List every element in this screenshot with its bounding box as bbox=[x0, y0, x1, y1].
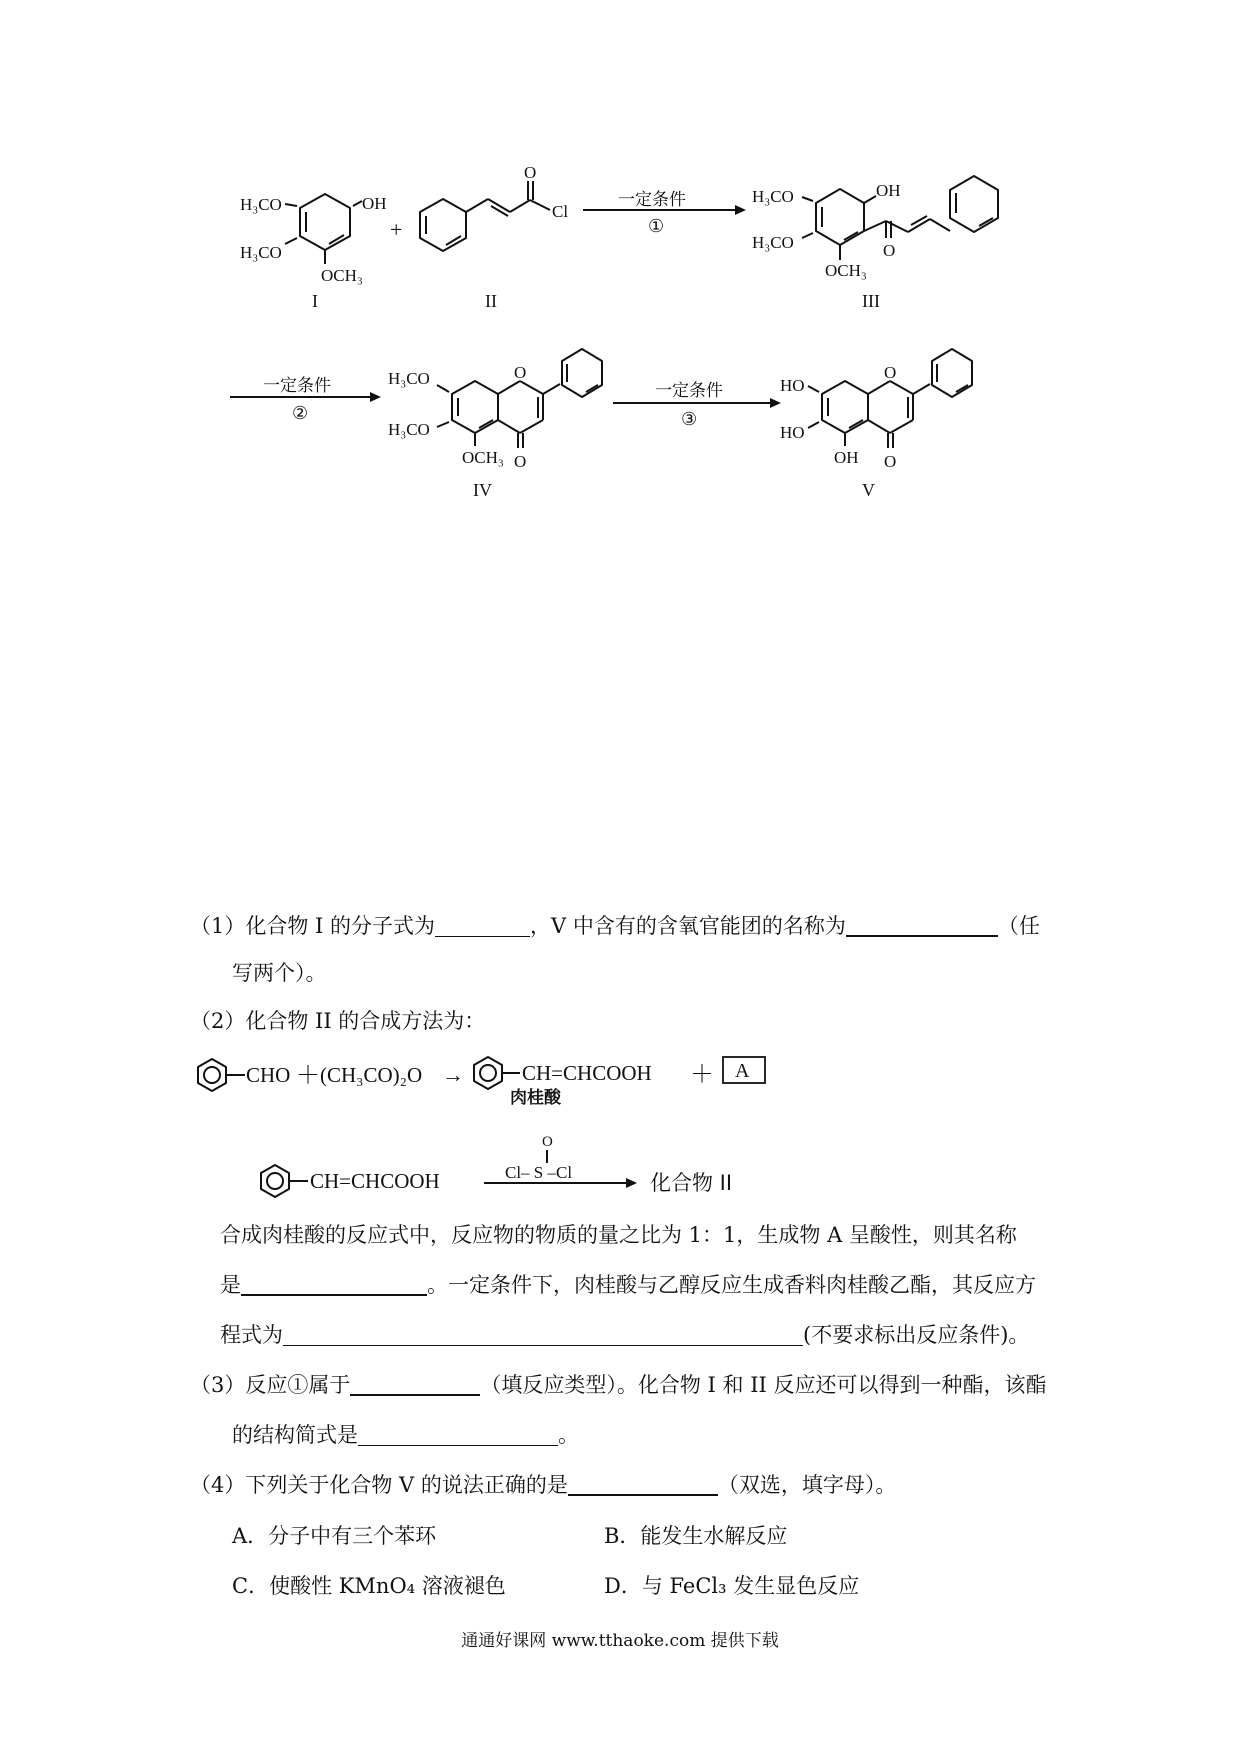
question-3-line-1: （3）反应①属于 （填反应类型）。化合物 I 和 II 反应还可以得到一种酯，该酯 bbox=[190, 1373, 1047, 1397]
arrow-2-number: ② bbox=[292, 403, 309, 423]
answer-blank-equation[interactable] bbox=[283, 1323, 803, 1346]
h3co-label: H₃CO bbox=[240, 195, 282, 214]
h3co-label: H₃CO bbox=[388, 369, 430, 388]
thionyl-o-label: O bbox=[542, 1134, 553, 1150]
o-label: O bbox=[884, 363, 897, 382]
label-III: III bbox=[862, 291, 880, 311]
arrow-symbol: → bbox=[442, 1062, 464, 1087]
o-label: O bbox=[514, 363, 527, 382]
arrow-2 bbox=[230, 376, 381, 423]
equation-cinnamic-acid bbox=[198, 1057, 765, 1108]
arrow-1-number: ① bbox=[648, 216, 665, 236]
plus-sign: ＋ bbox=[296, 1063, 320, 1089]
option-b[interactable]: B．能发生水解反应 bbox=[604, 1524, 788, 1548]
product-A-label: A bbox=[735, 1060, 750, 1082]
cl-label: Cl bbox=[552, 202, 569, 221]
answer-blank-groups[interactable] bbox=[846, 913, 998, 937]
o-label: O bbox=[524, 163, 537, 182]
o-label: O bbox=[514, 452, 527, 471]
question-2-text-1: 合成肉桂酸的反应式中，反应物的物质的量之比为 1：1，生成物 A 呈酸性，则其名称 bbox=[220, 1223, 1017, 1247]
arrow-3-condition: 一定条件 bbox=[655, 381, 723, 401]
option-a[interactable]: A．分子中有三个苯环 bbox=[232, 1524, 437, 1548]
compound-IV bbox=[388, 349, 602, 500]
question-3-line-2: 的结构简式是 。 bbox=[232, 1423, 579, 1447]
answer-blank-formula[interactable] bbox=[435, 914, 530, 937]
o-label: O bbox=[883, 241, 896, 260]
question-2-intro: （2）化合物 II 的合成方法为： bbox=[190, 1009, 486, 1033]
plus-sign: + bbox=[390, 217, 403, 242]
oh-label: OH bbox=[834, 448, 859, 467]
answer-blank-A-name[interactable] bbox=[241, 1272, 427, 1296]
equation-compound-II bbox=[261, 1134, 732, 1197]
label-II: II bbox=[485, 291, 497, 311]
cinnamic-acid-name: 肉桂酸 bbox=[510, 1088, 561, 1108]
arrow-1 bbox=[583, 190, 746, 236]
cho-label: CHO bbox=[246, 1063, 291, 1087]
thionyl-chloride-label: Cl– S –Cl bbox=[505, 1163, 573, 1182]
compound-III bbox=[752, 176, 998, 311]
option-d[interactable]: D．与 FeCl₃ 发生显色反应 bbox=[604, 1574, 860, 1598]
och3-label: OCH₃ bbox=[462, 448, 504, 467]
question-1-line-1: （1）化合物 I 的分子式为 ，V 中含有的含氧官能团的名称为 （任 bbox=[190, 914, 1040, 938]
cinnamic-acid-formula: CH=CHCOOH bbox=[310, 1169, 440, 1193]
compound-I bbox=[240, 194, 387, 311]
arrow-3-number: ③ bbox=[681, 409, 698, 429]
och3-label: OCH₃ bbox=[825, 261, 867, 280]
label-I: I bbox=[312, 291, 318, 311]
anhydride-label: (CH₃CO)₂O bbox=[320, 1063, 423, 1087]
question-4-stem: （4）下列关于化合物 V 的说法正确的是 （双选，填字母）。 bbox=[190, 1473, 897, 1497]
question-1-line-2: 写两个）。 bbox=[232, 961, 327, 985]
compound-II bbox=[420, 163, 568, 311]
h3co-label: H₃CO bbox=[240, 243, 282, 262]
och3-label: OCH₃ bbox=[321, 266, 363, 285]
compound-II-label: 化合物 II bbox=[650, 1171, 733, 1195]
arrow-3 bbox=[613, 381, 781, 429]
o-label: O bbox=[884, 452, 897, 471]
label-IV: IV bbox=[473, 480, 492, 500]
question-2-text-3: 程式为 (不要求标出反应条件)。 bbox=[220, 1323, 1030, 1347]
h3co-label: H₃CO bbox=[752, 233, 794, 252]
question-2-text-2: 是 。一定条件下，肉桂酸与乙醇反应生成香料肉桂酸乙酯，其反应方 bbox=[220, 1273, 1036, 1297]
h3co-label: H₃CO bbox=[388, 420, 430, 439]
ho-label: HO bbox=[780, 376, 805, 395]
compound-V bbox=[780, 349, 972, 500]
arrow-2-condition: 一定条件 bbox=[263, 376, 331, 396]
cinnamic-acid-formula: CH=CHCOOH bbox=[522, 1061, 652, 1085]
option-c[interactable]: C．使酸性 KMnO₄ 溶液褪色 bbox=[232, 1574, 506, 1598]
answer-blank-reaction-type[interactable] bbox=[350, 1372, 480, 1396]
answer-blank-ester[interactable] bbox=[358, 1423, 558, 1446]
answer-blank-choices[interactable] bbox=[568, 1472, 718, 1496]
oh-label: OH bbox=[362, 194, 387, 213]
arrow-1-condition: 一定条件 bbox=[618, 190, 686, 210]
plus-sign: ＋ bbox=[690, 1062, 714, 1088]
oh-label: OH bbox=[876, 181, 901, 200]
footer-credit: 通通好课网 www.tthaoke.com 提供下载 bbox=[461, 1631, 779, 1651]
h3co-label: H₃CO bbox=[752, 187, 794, 206]
ho-label: HO bbox=[780, 423, 805, 442]
label-V: V bbox=[862, 480, 875, 500]
